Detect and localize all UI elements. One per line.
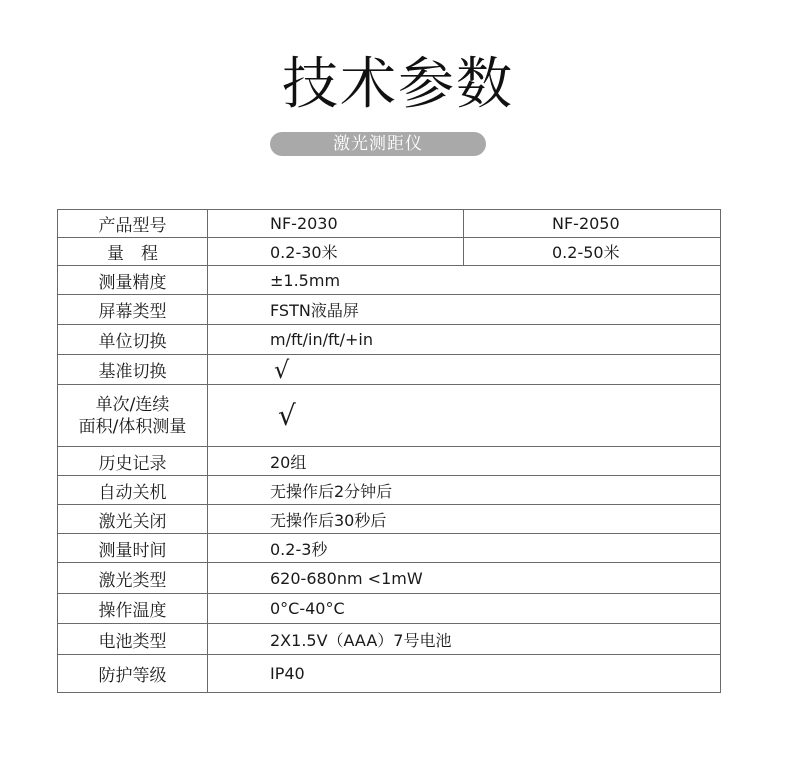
row-label: 基准切换 (58, 355, 208, 385)
subtitle-badge: 激光测距仪 (270, 132, 486, 156)
table-row (58, 476, 721, 505)
row-label: 测量精度 (58, 266, 208, 295)
table-row (58, 325, 721, 355)
table-row (58, 594, 721, 624)
row-label: 量 程 (58, 238, 208, 266)
row-label: 自动关机 (58, 476, 208, 505)
range-nf2050-cell: 0.2-50米 (464, 238, 721, 266)
row-value: 0°C-40°C (208, 594, 721, 624)
table-row (58, 447, 721, 476)
row-label-line2: 面积/体积测量 (78, 416, 187, 437)
row-label: 激光关闭 (58, 505, 208, 534)
row-value: 无操作后30秒后 (208, 505, 721, 534)
table-row (58, 385, 721, 447)
check-mark-icon: √ (278, 399, 296, 432)
row-label-line1: 单次/连续 (95, 394, 170, 415)
row-value: ±1.5mm (208, 266, 721, 295)
row-value: 无操作后2分钟后 (208, 476, 721, 505)
table-row (58, 563, 721, 594)
row-label: 历史记录 (58, 447, 208, 476)
table-row (58, 355, 721, 385)
page-title: 技术参数 (282, 52, 514, 117)
row-label: 产品型号 (58, 210, 208, 238)
table-row (58, 295, 721, 325)
row-label: 测量时间 (58, 534, 208, 563)
table-row (58, 266, 721, 295)
row-value: 2X1.5V（AAA）7号电池 (208, 624, 721, 655)
table-row (58, 534, 721, 563)
row-value: IP40 (208, 655, 721, 693)
row-value: 20组 (208, 447, 721, 476)
spec-table (57, 209, 721, 693)
row-label (58, 385, 208, 447)
row-value: 0.2-3秒 (208, 534, 721, 563)
row-label: 电池类型 (58, 624, 208, 655)
table-row (58, 210, 721, 238)
table-row (58, 505, 721, 534)
table-row (58, 238, 721, 266)
row-value: m/ft/in/ft/+in (208, 325, 721, 355)
row-value (208, 385, 721, 447)
row-label: 屏幕类型 (58, 295, 208, 325)
row-label: 操作温度 (58, 594, 208, 624)
table-row (58, 624, 721, 655)
row-value (208, 355, 721, 385)
row-value: 620-680nm <1mW (208, 563, 721, 594)
row-label: 激光类型 (58, 563, 208, 594)
model-nf2050-cell: NF-2050 (464, 210, 721, 238)
model-nf2030-cell: NF-2030 (208, 210, 464, 238)
row-label: 防护等级 (58, 655, 208, 693)
row-value: FSTN液晶屏 (208, 295, 721, 325)
range-nf2030-cell: 0.2-30米 (208, 238, 464, 266)
row-label: 单位切换 (58, 325, 208, 355)
check-mark-icon: √ (274, 355, 290, 384)
table-row (58, 655, 721, 693)
